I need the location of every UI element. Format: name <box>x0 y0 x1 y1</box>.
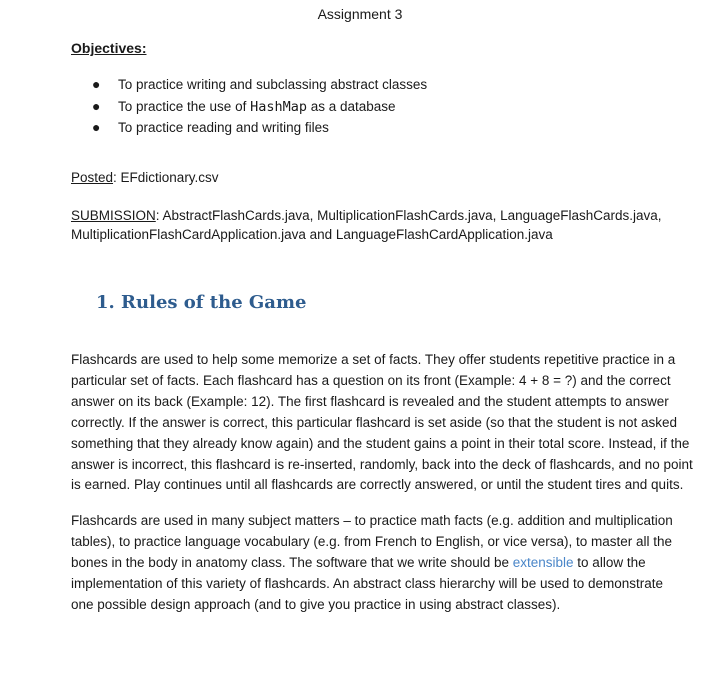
submission-files-1: : AbstractFlashCards.java, MultiplicationFlashCards.java, LanguageFlashCards.java, <box>155 208 662 223</box>
rules-paragraph-2 <box>71 511 711 616</box>
section-heading: 1. Rules of the Game <box>96 292 307 313</box>
paragraph-line: answer is incorrect, this flashcard is re-inserted, randomly, back into the deck of flashcards, and no point <box>71 456 693 472</box>
submission-label: SUBMISSION <box>71 208 156 223</box>
objective-item <box>92 74 427 96</box>
bullet-icon: ● <box>92 97 101 114</box>
objective-item <box>92 117 427 139</box>
posted-value: : EFdictionary.csv <box>113 170 219 185</box>
objective-text: To practice the use of <box>118 98 251 114</box>
paragraph-line: something that they already know again) and the student gains a point in their total score. Instead, if the <box>71 435 690 451</box>
submission-block <box>71 206 691 244</box>
paragraph-line: correctly. If the answer is correct, this particular flashcard is set aside (so that the student is not asked <box>71 414 678 430</box>
paragraph-text: bones in the body in anatomy class. The software that we write should be <box>71 554 513 570</box>
bullet-icon: ● <box>92 76 101 92</box>
paragraph-line: tables), to practice language vocabulary (e.g. from French to English, or vice versa), to master all the <box>71 533 673 549</box>
paragraph-text: to allow the <box>573 554 646 570</box>
objective-code: HashMap <box>250 98 307 115</box>
bullet-icon: ● <box>92 119 101 135</box>
paragraph-line: Flashcards are used in many subject matters – to practice math facts (e.g. addition and multiplication <box>71 513 673 528</box>
objective-text: To practice reading and writing files <box>118 120 329 135</box>
objectives-list <box>92 74 427 139</box>
extensible-link[interactable]: extensible <box>512 554 574 570</box>
objective-text-after: as a database <box>306 98 396 114</box>
paragraph-line <box>71 553 711 574</box>
submission-files-2: MultiplicationFlashCardApplication.java and LanguageFlashCardApplication.java <box>71 227 553 242</box>
posted-label: Posted <box>71 170 114 185</box>
submission-line-1 <box>71 206 691 225</box>
rules-paragraph-1 <box>71 350 711 496</box>
paragraph-line: particular set of facts. Each flashcard has a question on its front (Example: 4 + 8 = ?) and the correct <box>71 372 671 388</box>
objective-item <box>92 96 427 118</box>
paragraph-line: implementation of this variety of flashcards. An abstract class hierarchy will be used to demonstrate <box>71 575 664 591</box>
posted-line <box>71 170 219 185</box>
paragraph-line: Flashcards are used to help some memorize a set of facts. They offer students repetitive practice in a <box>71 352 676 367</box>
paragraph-line: answer on its back (Example: 12). The first flashcard is revealed and the student attempts to answer <box>71 393 669 409</box>
objective-text: To practice writing and subclassing abstract classes <box>118 77 428 92</box>
document-header-title: Assignment 3 <box>317 6 403 22</box>
objectives-heading: Objectives: <box>71 40 147 56</box>
paragraph-line: one possible design approach (and to give you practice in using abstract classes). <box>71 596 561 612</box>
paragraph-line: is earned. Play continues until all flashcards are correctly answered, or until the student tires and quits. <box>71 477 684 493</box>
